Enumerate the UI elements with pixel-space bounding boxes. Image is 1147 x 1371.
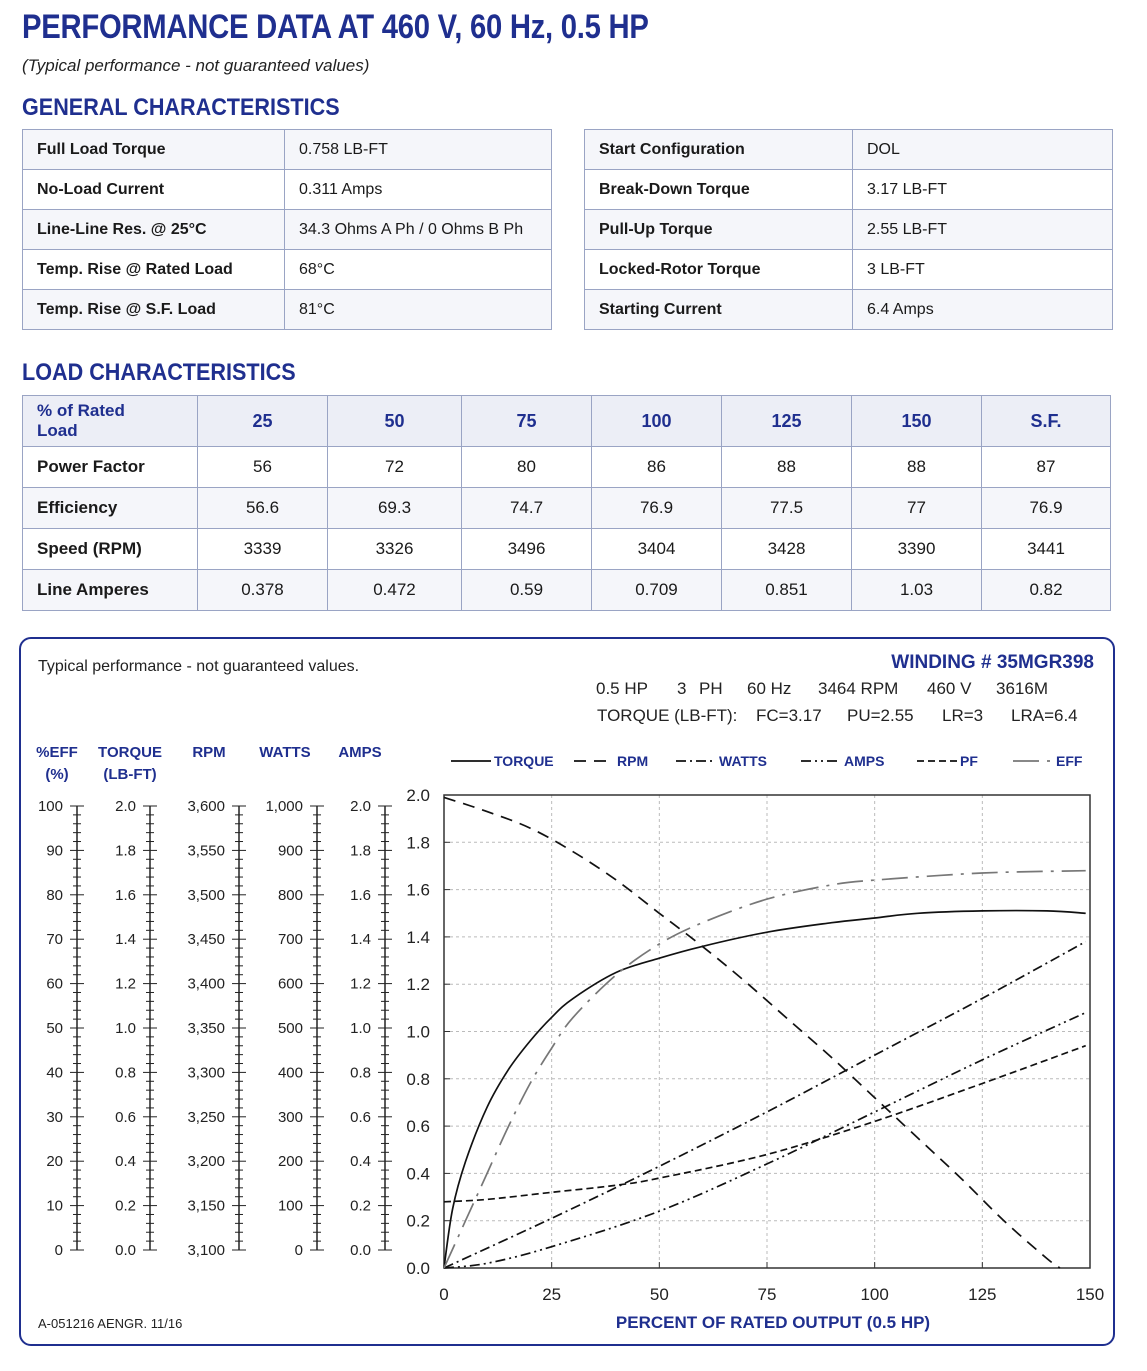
motor-spec: 3464 RPM — [818, 679, 899, 698]
row-label: Power Factor — [23, 447, 198, 488]
table-cell: 3390 — [852, 529, 982, 570]
scale-label: 2.0 — [350, 798, 371, 815]
scale-label: 600 — [277, 975, 303, 993]
scale-label: 1.2 — [350, 975, 371, 993]
column-header: 25 — [198, 396, 328, 447]
table-header-row — [23, 396, 1111, 447]
general-left-table — [22, 129, 552, 330]
motor-spec: PH — [699, 679, 723, 698]
scale-label: 10 — [46, 1197, 63, 1215]
scale-label: 3,150 — [187, 1197, 225, 1215]
column-header: 50 — [328, 396, 462, 447]
column-header: 150 — [852, 396, 982, 447]
y-tick-label: 0.4 — [406, 1164, 430, 1184]
scale-label: 0.6 — [115, 1108, 136, 1126]
y-tick-label: 0.8 — [406, 1069, 430, 1089]
spec-label: Starting Current — [585, 290, 853, 330]
scale-label: 1.4 — [115, 931, 136, 949]
row-label: Speed (RPM) — [23, 529, 198, 570]
legend-label: PF — [960, 753, 978, 769]
table-cell: 3428 — [722, 529, 852, 570]
table-row — [23, 130, 552, 170]
table-row — [23, 570, 1111, 611]
performance-chart-panel — [19, 637, 1115, 1346]
scale-label: 3,600 — [187, 798, 225, 815]
scale-label: 1,000 — [265, 798, 303, 815]
scale-label: 3,100 — [187, 1242, 225, 1259]
scale-label: 1.6 — [115, 886, 136, 904]
legend-label: TORQUE — [494, 753, 554, 769]
scale-label: 400 — [277, 1064, 303, 1082]
x-tick-label: 0 — [439, 1285, 449, 1304]
page-title: PERFORMANCE DATA AT 460 V, 60 Hz, 0.5 HP — [22, 8, 649, 46]
x-tick-label: 75 — [757, 1285, 777, 1304]
spec-label: Break-Down Torque — [585, 170, 853, 210]
scale-label: 1.2 — [115, 975, 136, 993]
table-cell: 76.9 — [592, 488, 722, 529]
scale-label: 800 — [277, 886, 303, 904]
scale-label: 1.0 — [350, 1020, 371, 1037]
scale-label: 3,550 — [187, 842, 225, 860]
table-row — [23, 210, 552, 250]
table-cell: 88 — [722, 447, 852, 488]
scale-label: 2.0 — [115, 798, 136, 815]
row-label: Line Amperes — [23, 570, 198, 611]
table-cell: 77.5 — [722, 488, 852, 529]
scale-label: 3,200 — [187, 1153, 225, 1171]
legend-label: EFF — [1056, 753, 1083, 769]
series-line-torque — [444, 911, 1086, 1268]
scale-label: 100 — [277, 1197, 303, 1215]
scale-label: 300 — [277, 1108, 303, 1126]
scale-label: 0.0 — [350, 1242, 371, 1259]
x-tick-label: 150 — [1075, 1285, 1105, 1304]
series-line-watts — [444, 942, 1086, 1268]
scale-label: 3,400 — [187, 975, 225, 993]
load-characteristics-title: LOAD CHARACTERISTICS — [22, 359, 296, 386]
scale-label: 1.6 — [350, 886, 371, 904]
table-cell: 0.59 — [462, 570, 592, 611]
spec-value: 6.4 Amps — [853, 290, 1113, 330]
page-subtitle: (Typical performance - not guaranteed values) — [22, 56, 370, 75]
scale-label: 0.4 — [350, 1153, 371, 1171]
spec-label: Line-Line Res. @ 25°C — [23, 210, 285, 250]
x-axis-label: PERCENT OF RATED OUTPUT (0.5 HP) — [615, 1313, 931, 1332]
scale-label: 3,500 — [187, 886, 225, 904]
table-row — [585, 250, 1113, 290]
spec-value: 81°C — [285, 290, 552, 330]
column-header: S.F. — [982, 396, 1111, 447]
scale-header: (%) — [45, 766, 69, 783]
table-cell: 0.709 — [592, 570, 722, 611]
spec-value: 2.55 LB-FT — [853, 210, 1113, 250]
table-cell: 88 — [852, 447, 982, 488]
scale-header: RPM — [192, 744, 226, 761]
motor-spec: 460 V — [927, 679, 972, 698]
motor-spec: 3616M — [996, 679, 1048, 698]
series-line-amps — [444, 1013, 1086, 1268]
torque-prefix: TORQUE (LB-FT): — [597, 706, 738, 725]
scale-label: 50 — [46, 1020, 63, 1037]
scale-label: 1.4 — [350, 931, 371, 949]
scale-label: 0.4 — [115, 1153, 136, 1171]
motor-spec: 60 Hz — [747, 679, 792, 698]
table-cell: 3441 — [982, 529, 1111, 570]
spec-value: 34.3 Ohms A Ph / 0 Ohms B Ph — [285, 210, 552, 250]
scale-label: 900 — [277, 842, 303, 860]
y-tick-label: 0.2 — [406, 1211, 430, 1231]
scale-header: (LB-FT) — [103, 766, 157, 783]
table-row — [23, 170, 552, 210]
motor-spec: 0.5 HP — [596, 679, 648, 698]
scale-label: 0.8 — [115, 1064, 136, 1082]
scale-label: 100 — [37, 798, 63, 815]
table-row — [585, 130, 1113, 170]
motor-spec: 3 — [677, 679, 687, 698]
table-cell: 80 — [462, 447, 592, 488]
scale-label: 30 — [46, 1108, 63, 1126]
table-cell: 72 — [328, 447, 462, 488]
table-row — [585, 170, 1113, 210]
chart-note: Typical performance - not guaranteed values. — [38, 658, 360, 675]
spec-label: Full Load Torque — [23, 130, 285, 170]
torque-value: LR=3 — [942, 706, 984, 725]
table-row — [23, 447, 1111, 488]
table-row — [585, 210, 1113, 250]
legend-label: WATTS — [719, 753, 767, 769]
scale-label: 1.8 — [350, 842, 371, 860]
y-tick-label: 1.6 — [406, 880, 430, 900]
legend-label: AMPS — [844, 753, 885, 769]
scale-label: 3,300 — [187, 1064, 225, 1082]
spec-label: Pull-Up Torque — [585, 210, 853, 250]
scale-label: 20 — [46, 1153, 63, 1171]
table-cell: 3339 — [198, 529, 328, 570]
table-cell: 1.03 — [852, 570, 982, 611]
series-line-eff — [444, 871, 1086, 1268]
torque-value: FC=3.17 — [756, 706, 822, 725]
scale-label: 1.8 — [115, 842, 136, 860]
table-cell: 0.378 — [198, 570, 328, 611]
winding-number: WINDING # 35MGR398 — [891, 652, 1094, 673]
column-header: 75 — [462, 396, 592, 447]
x-tick-label: 25 — [542, 1285, 562, 1304]
table-cell: 56 — [198, 447, 328, 488]
spec-value: 0.758 LB-FT — [285, 130, 552, 170]
spec-value: 0.311 Amps — [285, 170, 552, 210]
y-tick-label: 0.6 — [406, 1117, 430, 1137]
scale-label: 40 — [46, 1064, 63, 1082]
performance-chart — [21, 639, 1113, 1344]
table-cell: 76.9 — [982, 488, 1111, 529]
scale-label: 60 — [46, 975, 63, 993]
spec-label: Start Configuration — [585, 130, 853, 170]
scale-header: %EFF — [36, 744, 78, 761]
table-cell: 74.7 — [462, 488, 592, 529]
table-cell: 0.851 — [722, 570, 852, 611]
torque-value: LRA=6.4 — [1011, 706, 1078, 725]
table-cell: 0.82 — [982, 570, 1111, 611]
row-label: Efficiency — [23, 488, 198, 529]
legend-label: RPM — [617, 753, 649, 769]
general-characteristics-title: GENERAL CHARACTERISTICS — [22, 94, 340, 121]
table-row — [23, 529, 1111, 570]
y-tick-label: 1.4 — [406, 927, 430, 947]
footer-code: A-051216 AENGR. 11/16 — [38, 1316, 183, 1331]
series-line-pf — [444, 1046, 1086, 1202]
scale-label: 0.2 — [350, 1197, 371, 1215]
scale-label: 500 — [277, 1020, 303, 1037]
x-tick-label: 125 — [968, 1285, 997, 1304]
table-cell: 69.3 — [328, 488, 462, 529]
column-header: 100 — [592, 396, 722, 447]
spec-value: 3 LB-FT — [853, 250, 1113, 290]
spec-label: No-Load Current — [23, 170, 285, 210]
scale-label: 0.2 — [115, 1197, 136, 1215]
scale-label: 3,450 — [187, 931, 225, 949]
table-row — [23, 290, 552, 330]
scale-label: 80 — [46, 886, 63, 904]
spec-label: Temp. Rise @ Rated Load — [23, 250, 285, 290]
scale-label: 700 — [277, 931, 303, 949]
x-tick-label: 100 — [860, 1285, 889, 1304]
scale-label: 0.6 — [350, 1108, 371, 1126]
column-header-percent-load: % of Rated Load — [23, 396, 198, 447]
scale-label: 0 — [294, 1242, 303, 1259]
y-tick-label: 1.8 — [406, 833, 430, 853]
y-tick-label: 1.2 — [406, 975, 430, 995]
table-row — [23, 488, 1111, 529]
load-characteristics-table — [22, 395, 1111, 611]
spec-value: 68°C — [285, 250, 552, 290]
spec-value: 3.17 LB-FT — [853, 170, 1113, 210]
y-tick-label: 0.0 — [406, 1259, 430, 1278]
scale-label: 3,350 — [187, 1020, 225, 1037]
table-cell: 87 — [982, 447, 1111, 488]
spec-label: Temp. Rise @ S.F. Load — [23, 290, 285, 330]
scale-label: 0.8 — [350, 1064, 371, 1082]
table-cell: 56.6 — [198, 488, 328, 529]
spec-value: DOL — [853, 130, 1113, 170]
scale-label: 70 — [46, 931, 63, 949]
general-right-table — [584, 129, 1113, 330]
column-header: 125 — [722, 396, 852, 447]
y-tick-label: 1.0 — [406, 1022, 430, 1042]
scale-label: 90 — [46, 842, 63, 860]
table-cell: 86 — [592, 447, 722, 488]
table-cell: 77 — [852, 488, 982, 529]
scale-label: 3,250 — [187, 1108, 225, 1126]
table-cell: 3404 — [592, 529, 722, 570]
torque-value: PU=2.55 — [847, 706, 914, 725]
table-row — [585, 290, 1113, 330]
table-row — [23, 250, 552, 290]
scale-label: 200 — [277, 1153, 303, 1171]
spec-label: Locked-Rotor Torque — [585, 250, 853, 290]
table-cell: 3496 — [462, 529, 592, 570]
scale-label: 1.0 — [115, 1020, 136, 1037]
scale-header: WATTS — [259, 744, 311, 761]
scale-label: 0.0 — [115, 1242, 136, 1259]
scale-header: AMPS — [338, 744, 382, 761]
table-cell: 0.472 — [328, 570, 462, 611]
x-tick-label: 50 — [649, 1285, 669, 1304]
y-tick-label: 2.0 — [406, 786, 430, 805]
scale-label: 0 — [54, 1242, 63, 1259]
scale-header: TORQUE — [98, 744, 162, 761]
table-cell: 3326 — [328, 529, 462, 570]
